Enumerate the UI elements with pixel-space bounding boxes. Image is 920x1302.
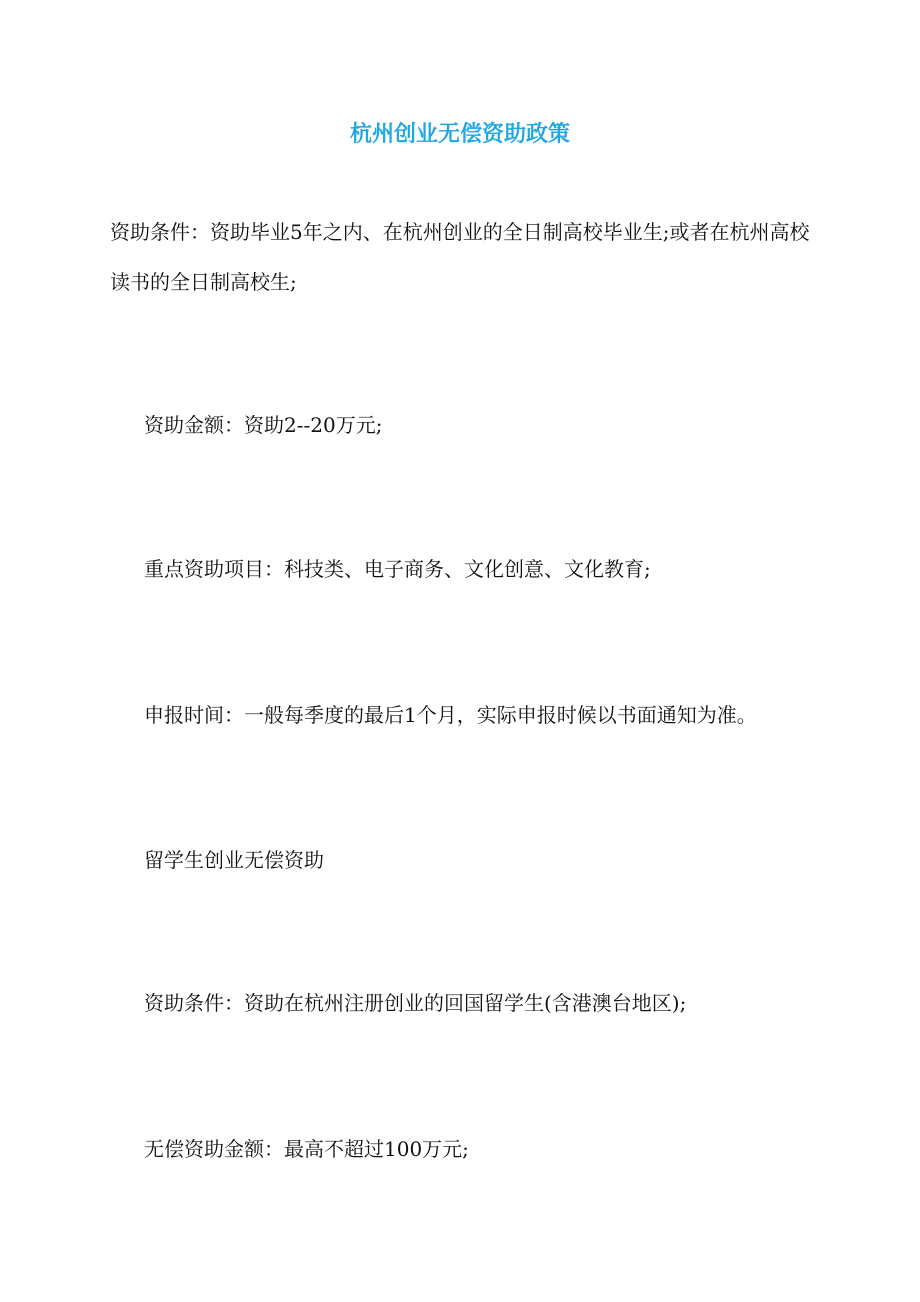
paragraph-key-projects: 重点资助项目：科技类、电子商务、文化创意、文化教育;: [144, 557, 651, 581]
paragraph-overseas-conditions: 资助条件：资助在杭州注册创业的回国留学生(含港澳台地区);: [144, 991, 687, 1015]
page-title: 杭州创业无偿资助政策: [349, 122, 570, 147]
paragraph-grant-amount: 资助金额：资助2--20万元;: [144, 413, 383, 437]
paragraph-overseas-amount: 无偿资助金额：最高不超过100万元;: [144, 1137, 469, 1161]
paragraph-application-time: 申报时间：一般每季度的最后1个月，实际申报时候以书面通知为准。: [144, 703, 757, 727]
paragraph-grant-conditions: 资助条件：资助毕业5年之内、在杭州创业的全日制高校毕业生;或者在杭州高校读书的全日制高校生;: [110, 220, 810, 294]
section-heading-overseas-students: 留学生创业无偿资助: [144, 848, 324, 872]
